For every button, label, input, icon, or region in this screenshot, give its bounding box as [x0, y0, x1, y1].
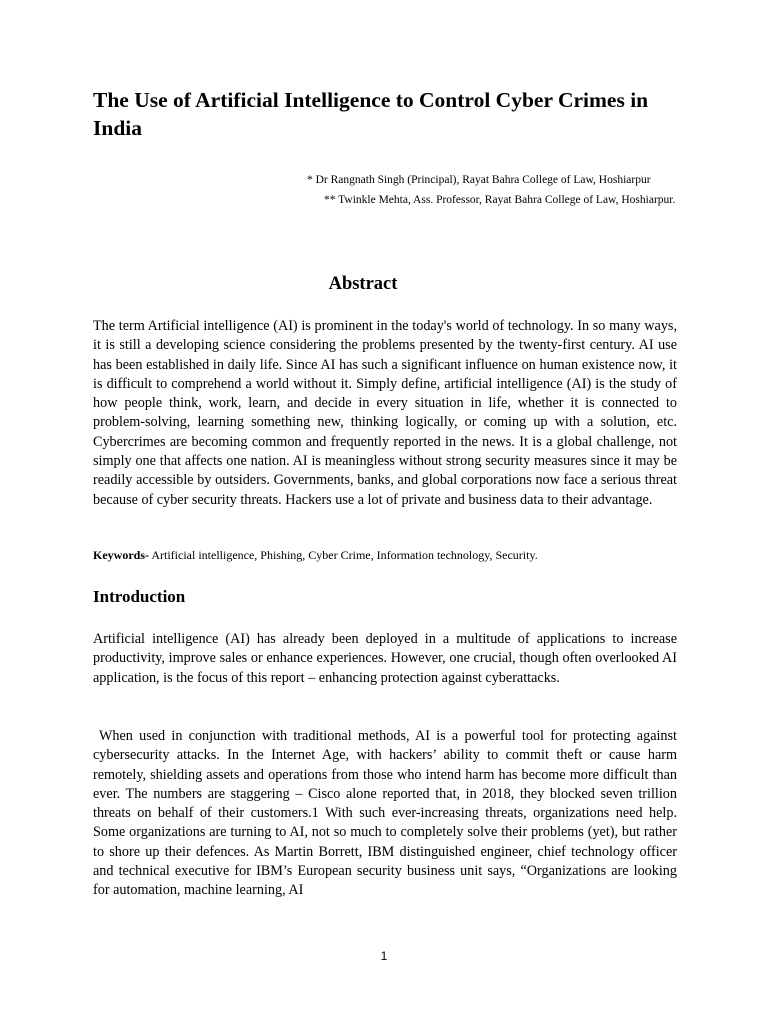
abstract-paragraph: The term Artificial intelligence (AI) is prominent in the today's world of technology. In so many ways, it is still a developing science considering the problems presented by the twenty-first century. AI use has been established in daily life. Since AI has such a significant influence on human existence now, it is difficult to comprehend a world without it. Simply define, artificial intelligence (AI) is the study of how people think, work, learn, and decide in every situation in life, whether it is connected to problem-solving, learning something new, thinking logically, or coming up with a solution, etc. Cybercrimes are becoming common and frequently reported in the news. It is a global challenge, not simply one that affects one nation. AI is meaningless without strong security measures since it may be readily accessible by outsiders. Governments, banks, and global corporations now face a serious threat because of cyber security threats. Hackers use a lot of private and business data to their advantage. — [93, 318, 677, 508]
page-number: 1 — [380, 949, 388, 963]
keywords-text: Artificial intelligence, Phishing, Cyber Crime, Information technology, Security. — [149, 548, 538, 562]
author-line-1: * Dr Rangnath Singh (Principal), Rayat Bahra College of Law, Hoshiarpur — [307, 174, 651, 186]
paper-title: The Use of Artificial Intelligence to Control Cyber Crimes in India — [93, 88, 649, 140]
keywords-line — [93, 547, 693, 563]
introduction-heading: Introduction — [93, 587, 186, 606]
intro-paragraph-1: Artificial intelligence (AI) has already been deployed in a multitude of applications to increase productivity, improve sales or enhance experiences. However, one crucial, though often overlooked AI application, is the focus of this report – enhancing protection against cyberattacks. — [93, 631, 677, 686]
intro-paragraph-2: When used in conjunction with traditional methods, AI is a powerful tool for protecting against cybersecurity attacks. In the Internet Age, with hackers’ ability to commit theft or cause harm remotely, shielding assets and operations from those who intend harm has become more difficult than ever. The numbers are staggering – Cisco alone reported that, in 2018, they blocked seven trillion threats on behalf of their customers.1 With such ever-increasing threats, organizations need help. Some organizations are turning to AI, not so much to completely solve their problems (yet), but rather to shore up their defences. As Martin Borrett, IBM distinguished engineer, chief technology officer and technical executive for IBM’s European security business unit says, “Organizations are looking for automation, machine learning, AI — [93, 728, 677, 899]
author-line-2: ** Twinkle Mehta, Ass. Professor, Rayat Bahra College of Law, Hoshiarpur. — [324, 194, 676, 206]
keywords-label: Keywords- — [93, 548, 149, 562]
abstract-heading: Abstract — [328, 274, 398, 294]
